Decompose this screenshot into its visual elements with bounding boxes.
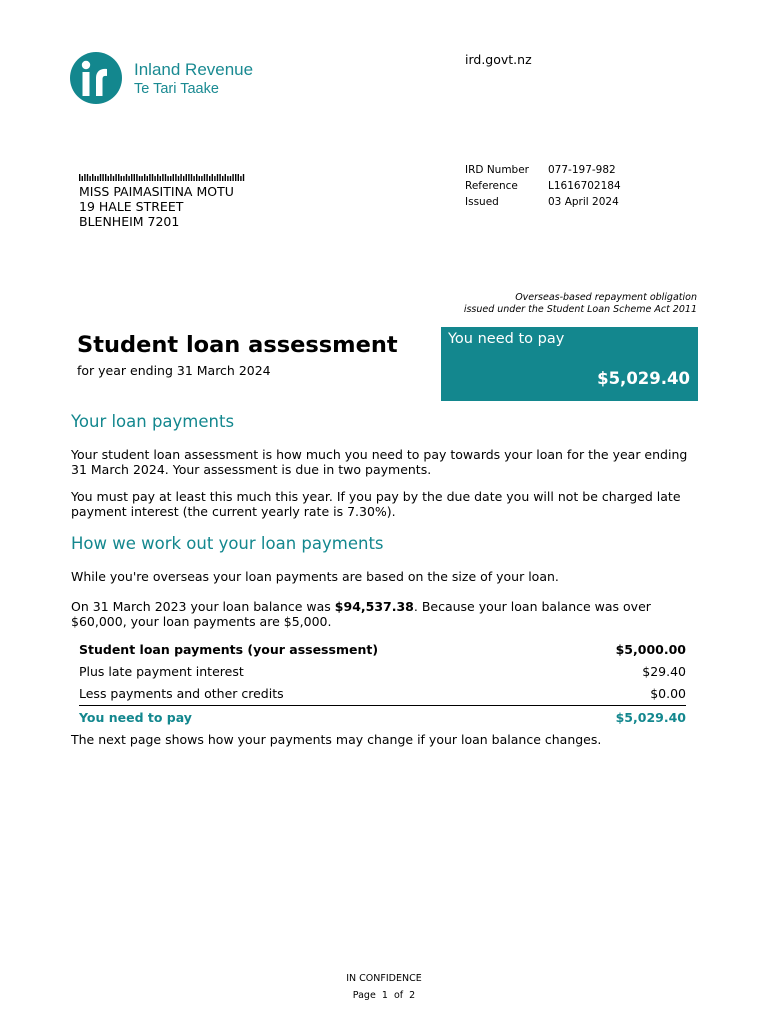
- table-total-row: [79, 705, 686, 728]
- meta-row-reference: [465, 178, 621, 194]
- obligation-line2: issued under the Student Loan Scheme Act 2011: [463, 304, 697, 315]
- section-heading-loan-payments: Your loan payments: [71, 412, 235, 431]
- postal-barcode: [79, 174, 247, 181]
- recipient-street: 19 HALE STREET: [79, 199, 184, 214]
- org-name: Inland Revenue: [134, 60, 254, 79]
- loan-balance-value: $94,537.38: [334, 599, 414, 614]
- page-subtitle: for year ending 31 March 2024: [77, 363, 271, 378]
- section-heading-how-we-work: How we work out your loan payments: [71, 534, 384, 553]
- recipient-name: MISS PAIMASITINA MOTU: [79, 184, 234, 199]
- meta-label: Reference: [465, 180, 518, 192]
- recipient-city: BLENHEIM 7201: [79, 214, 180, 229]
- page-current: 1: [381, 990, 388, 1001]
- meta-row-issued: [465, 194, 621, 210]
- meta-value: 03 April 2024: [548, 196, 619, 208]
- assessment-calculation-table: [79, 638, 686, 728]
- table-row: [79, 682, 686, 704]
- confidential-label: IN CONFIDENCE: [346, 973, 422, 984]
- ir-logo-icon: [70, 52, 126, 104]
- meta-value: 077-197-982: [548, 164, 616, 176]
- recipient-address: [79, 184, 234, 229]
- row-label: Less payments and other credits: [79, 685, 284, 701]
- website-link[interactable]: ird.govt.nz: [465, 52, 532, 67]
- page-title: Student loan assessment: [77, 332, 398, 358]
- amount-due-label: You need to pay: [448, 331, 565, 347]
- how-we-work-paragraph-2: [71, 600, 701, 629]
- row-amount: $5,000.00: [615, 641, 686, 657]
- page-number: [0, 990, 768, 1001]
- row-label: Plus late payment interest: [79, 663, 244, 679]
- amount-due-value: $5,029.40: [597, 369, 690, 388]
- meta-value: L1616702184: [548, 180, 621, 192]
- document-meta: [465, 162, 621, 210]
- total-label: You need to pay: [79, 709, 192, 725]
- next-page-note: The next page shows how your payments may change if your loan balance changes.: [71, 732, 602, 747]
- obligation-note: [367, 292, 697, 316]
- table-row: [79, 660, 686, 682]
- org-name-maori: Te Tari Taake: [134, 81, 219, 97]
- loan-payments-paragraph-2: You must pay at least this much this year. If you pay by the due date you will not be charged late payment interest (the current yearly rate is 7.30%).: [71, 489, 681, 519]
- row-amount: $0.00: [650, 685, 686, 701]
- meta-label: IRD Number: [465, 164, 529, 176]
- balance-text-prefix: On 31 March 2023 your loan balance was: [71, 599, 335, 614]
- page-of: of: [393, 990, 404, 1001]
- meta-label: Issued: [465, 196, 499, 208]
- table-row: [79, 638, 686, 660]
- meta-row-ird: [465, 162, 621, 178]
- total-amount: $5,029.40: [615, 709, 686, 725]
- balance-text-suffix: . Because your loan balance was over $60,000, your loan payments are $5,000.: [71, 599, 651, 629]
- obligation-line1: Overseas-based repayment obligation: [515, 292, 697, 303]
- amount-due-box: [441, 327, 698, 401]
- page-label: Page: [352, 990, 376, 1001]
- loan-payments-paragraph-1: Your student loan assessment is how much you need to pay towards your loan for the year ending 31 March 2024. Your assessment is due in two payments.: [71, 447, 688, 477]
- page-total: 2: [409, 990, 416, 1001]
- row-label: Student loan payments (your assessment): [79, 641, 379, 657]
- row-amount: $29.40: [642, 663, 686, 679]
- how-we-work-paragraph-1: While you're overseas your loan payments are based on the size of your loan.: [71, 569, 559, 584]
